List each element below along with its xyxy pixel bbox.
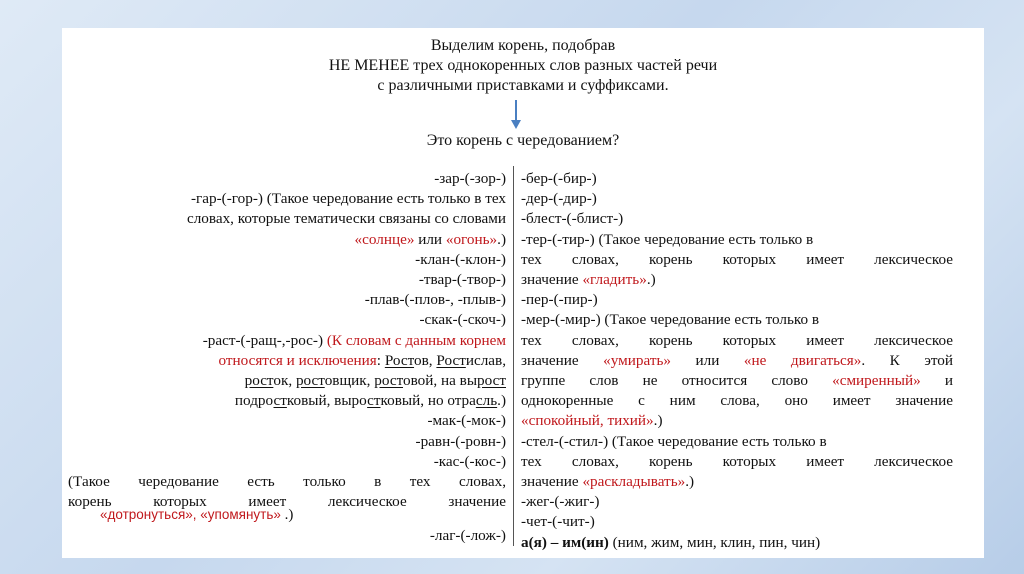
root-mer-line-2: тех словах, корень которых имеет лексическое [521, 331, 953, 349]
root-skak: -скак-(-скоч-) [419, 311, 506, 329]
root-mer-line-6: «спокойный, тихий».) [521, 412, 663, 430]
root-stel-line-2: тех словах, корень которых имеет лексическое [521, 452, 953, 470]
root-zar: -зар-(-зор-) [434, 170, 506, 187]
root-gar-line-1: -гар-(-гор-) (Такое чередование есть только в тех [191, 190, 506, 208]
root-mer-line-4: группе слов не относится слово «смиренный» и [521, 372, 953, 390]
root-kas: -кас-(-кос-) [433, 452, 506, 470]
kas-note-line-1: (Такое чередование есть только в тех словах, [68, 473, 506, 491]
root-lag: -лаг-(-лож-) [429, 527, 506, 544]
root-zheg: -жег-(-жиг-) [521, 493, 600, 511]
header-line-3: с различными приставками и суффиксами. [377, 77, 669, 94]
root-tvar: -твар-(-твор-) [418, 271, 506, 289]
left-column [68, 169, 506, 512]
root-ter-line-3: значение «гладить».) [521, 271, 656, 289]
root-stel-line-3: значение «раскладывать».) [521, 473, 695, 491]
root-blest: -блест-(-блист-) [521, 210, 624, 228]
question: Это корень с чередованием? [426, 132, 620, 149]
root-gar-line-2: словах, которые тематически связаны со словами [186, 210, 506, 228]
root-ber: -бер-(-бир-) [521, 170, 597, 187]
root-mer-line-1: -мер-(-мир-) (Такое чередование есть только в [521, 311, 820, 329]
root-rast-line-4: подростковый, выростковый, но отрасль.) [234, 392, 506, 410]
root-klan: -клан-(-клон-) [415, 250, 506, 268]
right-column [521, 169, 953, 553]
root-ter-line-2: тех словах, корень которых имеет лексическое [521, 250, 953, 268]
kas-note-line-3: «дотронуться», «упомянуть» .) [100, 507, 294, 523]
root-plav: -плав-(-плов-, -плыв-) [364, 291, 506, 309]
root-ravn: -равн-(-ровн-) [415, 432, 506, 450]
kas-note-line-2: корень которых имеет лексическое значение [68, 493, 506, 511]
slide [62, 28, 984, 558]
root-chet: -чет-(-чит-) [521, 513, 595, 531]
root-rast-line-1: -раст-(-ращ-,-рос-) (К словам с данным корнем [202, 331, 506, 349]
arrow-down-icon [510, 100, 522, 130]
root-ter-line-1: -тер-(-тир-) (Такое чередование есть только в [521, 230, 814, 248]
column-divider [513, 166, 514, 546]
root-per: -пер-(-пир-) [521, 291, 598, 309]
root-mer-line-3: значение «умирать» или «не двигаться». К этой [521, 351, 954, 369]
root-aya: а(я) – им(ин) (ним, жим, мин, клин, пин, чин) [521, 533, 821, 551]
root-mak: -мак-(-мок-) [427, 412, 506, 430]
kas-meaning: «дотронуться», «упомянуть» [100, 507, 281, 522]
header-line-1: Выделим корень, подобрав [430, 37, 616, 54]
root-der: -дер-(-дир-) [521, 190, 597, 208]
root-gar-line-3: «солнце» или «огонь».) [354, 230, 506, 248]
header [62, 36, 984, 96]
header-line-2: НЕ МЕНЕЕ трех однокоренных слов разных частей речи [328, 57, 718, 74]
root-mer-line-5: однокоренные с ним слова, оно имеет значение [521, 392, 953, 410]
root-rast-line-2: относятся и исключения: Ростов, Ростислав, [218, 351, 506, 369]
root-stel-line-1: -стел-(-стил-) (Такое чередование есть только в [521, 432, 827, 450]
root-rast-line-3: росток, ростовщик, ростовой, на вырост [244, 372, 506, 390]
